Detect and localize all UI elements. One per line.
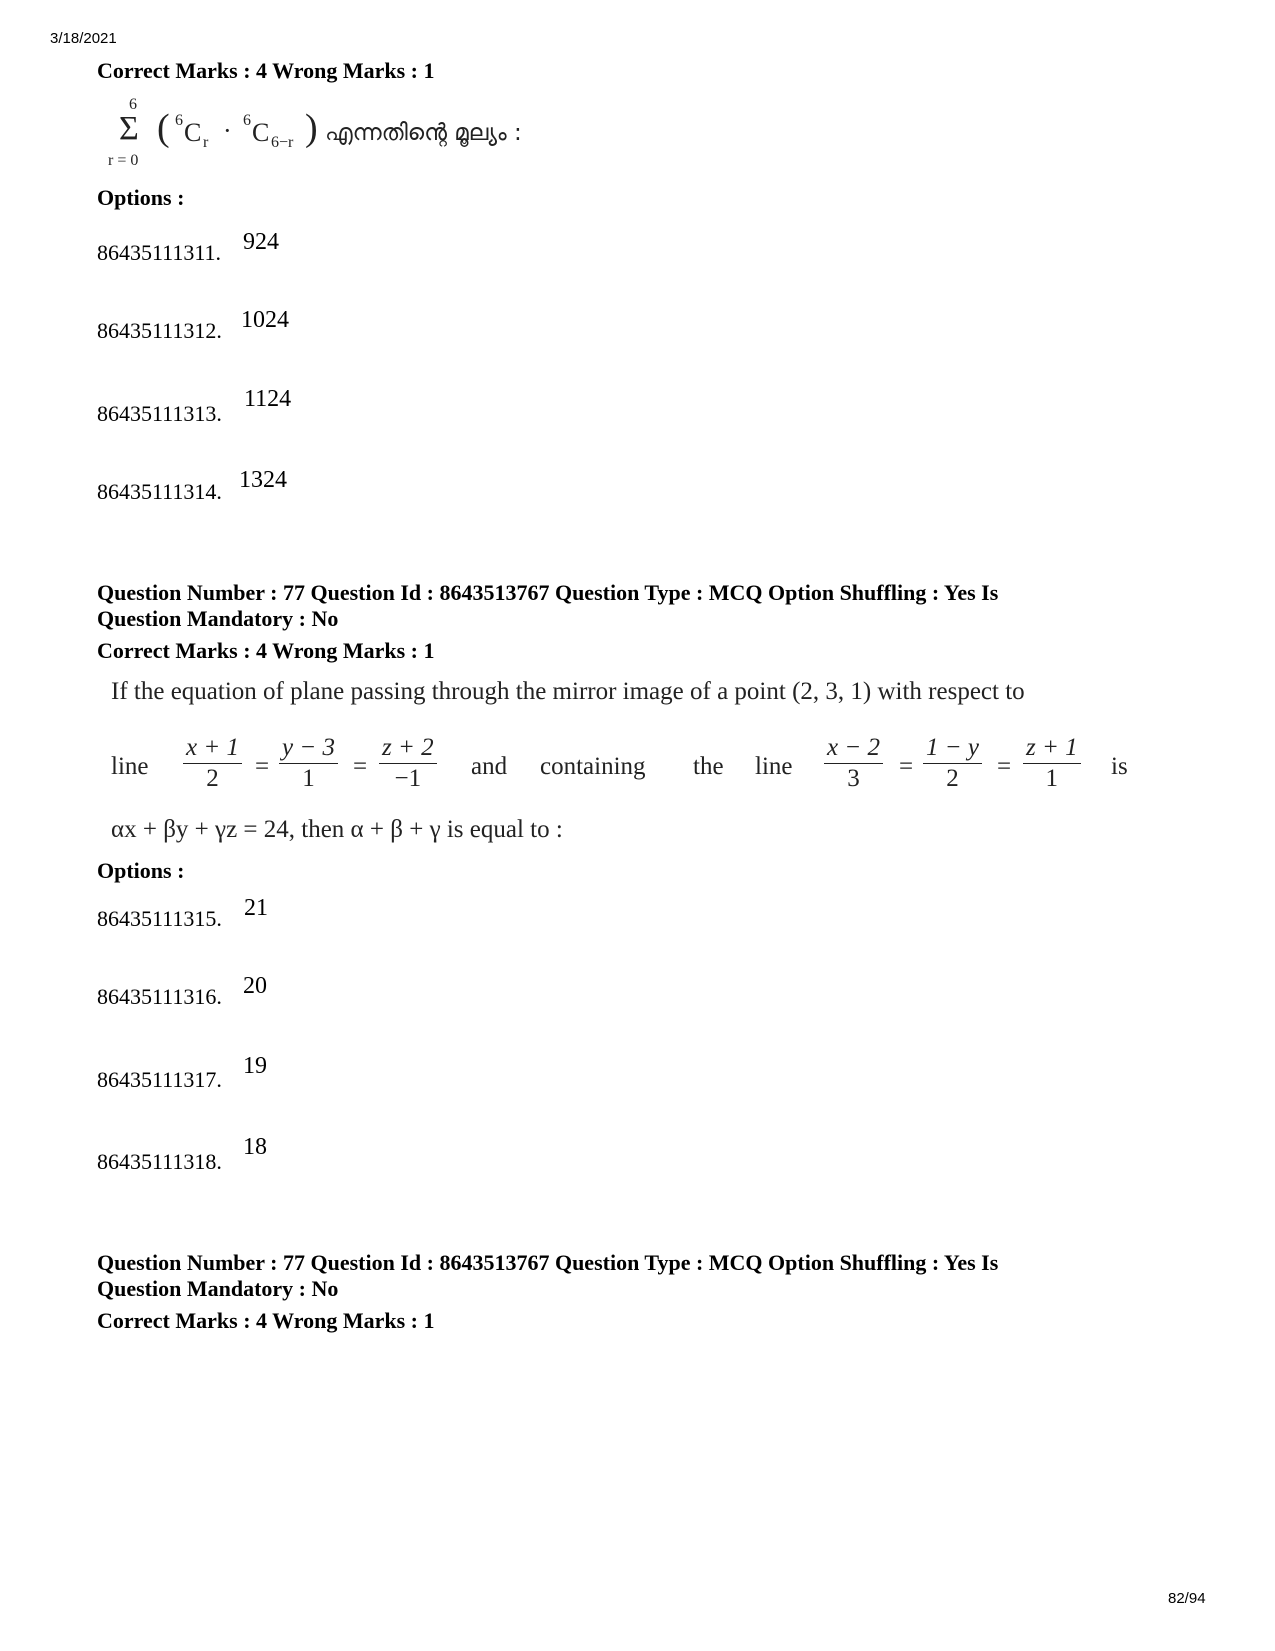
word-and: and <box>471 753 508 780</box>
fraction <box>183 733 242 794</box>
numerator: z + 2 <box>379 733 437 764</box>
question-header-cont: Question Mandatory : No <box>97 1276 339 1301</box>
options-label: Options : <box>97 858 185 883</box>
equals-sign: = <box>899 753 914 780</box>
options-label: Options : <box>97 185 185 210</box>
binom2-sub: 6−r <box>271 134 294 151</box>
page-number: 82/94 <box>1168 1590 1206 1607</box>
marks-line: Correct Marks : 4 Wrong Marks : 1 <box>97 1308 435 1333</box>
option-value: 1324 <box>239 467 287 493</box>
binom1-pre: 6 <box>175 112 183 129</box>
question-2-line3: αx + βy + γz = 24, then α + β + γ is equal to : <box>111 816 563 843</box>
denominator: 2 <box>946 765 959 792</box>
question-2-line1: If the equation of plane passing through the mirror image of a point (2, 3, 1) with respect to <box>111 678 1025 705</box>
option-value: 18 <box>243 1134 267 1160</box>
question-header: Question Number : 77 Question Id : 8643513767 Question Type : MCQ Option Shuffling : Yes Is <box>97 580 999 605</box>
numerator: z + 1 <box>1023 733 1081 764</box>
option-value: 1124 <box>244 386 292 412</box>
close-paren: ) <box>305 107 318 149</box>
option-value: 924 <box>243 229 279 255</box>
word-is: is <box>1111 753 1128 780</box>
binom2-pre: 6 <box>243 112 251 129</box>
word-line: line <box>111 753 149 780</box>
print-date: 3/18/2021 <box>50 30 117 47</box>
numerator: 1 − y <box>923 733 982 764</box>
malayalam-text: എന്നതിന്റെ മൂല്യം : <box>325 120 522 146</box>
numerator: y − 3 <box>279 733 338 764</box>
option-id: 86435111311. <box>97 240 222 265</box>
fraction <box>1023 733 1081 794</box>
sum-upper-limit: 6 <box>129 96 137 113</box>
marks-line: Correct Marks : 4 Wrong Marks : 1 <box>97 638 435 663</box>
question-2-line2 <box>111 733 1136 805</box>
dot-operator: · <box>223 116 232 145</box>
denominator: 3 <box>847 765 860 792</box>
option-value: 1024 <box>241 307 289 333</box>
equals-sign: = <box>255 753 270 780</box>
denominator: 2 <box>206 765 219 792</box>
denominator: −1 <box>394 765 422 792</box>
open-paren: ( <box>157 107 170 149</box>
fraction <box>923 733 982 794</box>
numerator: x − 2 <box>824 733 883 764</box>
word-containing: containing <box>540 753 646 780</box>
question-header: Question Number : 77 Question Id : 8643513767 Question Type : MCQ Option Shuffling : Yes Is <box>97 1250 999 1275</box>
question-header-cont: Question Mandatory : No <box>97 606 339 631</box>
option-value: 20 <box>243 973 267 999</box>
option-id: 86435111318. <box>97 1149 222 1174</box>
equals-sign: = <box>997 753 1012 780</box>
denominator: 1 <box>302 765 315 792</box>
fraction <box>279 733 338 794</box>
marks-line: Correct Marks : 4 Wrong Marks : 1 <box>97 58 435 83</box>
binom2-c: C <box>252 118 270 147</box>
equals-sign: = <box>353 753 368 780</box>
binom1-sub: r <box>203 134 209 151</box>
option-id: 86435111317. <box>97 1067 222 1092</box>
binom1-c: C <box>184 118 202 147</box>
fraction <box>824 733 883 794</box>
option-id: 86435111313. <box>97 401 222 426</box>
word-line: line <box>755 753 793 780</box>
option-id: 86435111316. <box>97 984 222 1009</box>
fraction <box>379 733 437 794</box>
sum-symbol: Σ <box>119 110 139 147</box>
option-id: 86435111314. <box>97 479 222 504</box>
sum-lower-limit: r = 0 <box>108 152 139 169</box>
denominator: 1 <box>1045 765 1059 792</box>
option-value: 19 <box>243 1053 267 1079</box>
word-the: the <box>693 753 724 780</box>
question-1-formula <box>105 96 565 172</box>
option-id: 86435111315. <box>97 906 222 931</box>
option-value: 21 <box>244 895 268 921</box>
numerator: x + 1 <box>183 733 242 764</box>
option-id: 86435111312. <box>97 318 222 343</box>
